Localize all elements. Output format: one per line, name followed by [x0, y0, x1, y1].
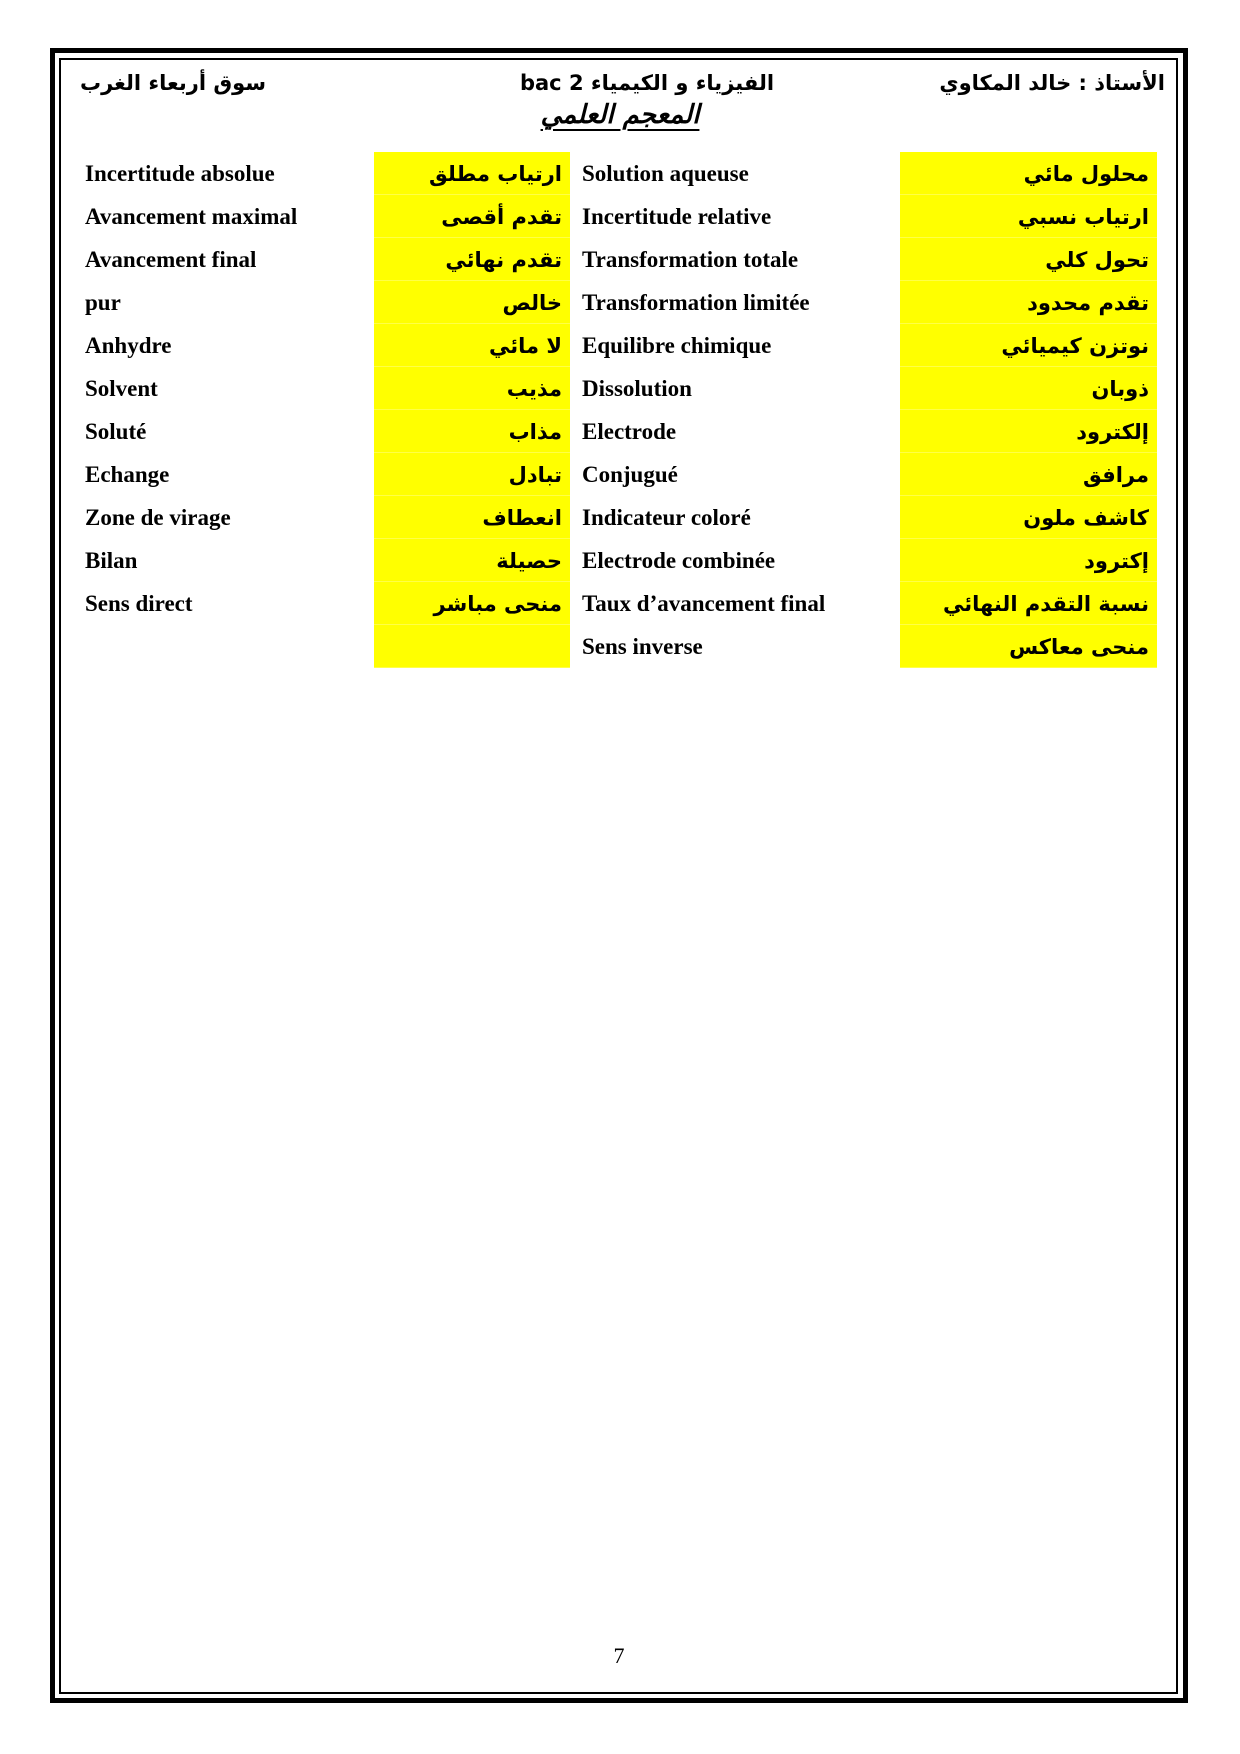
term-french-right: Transformation limitée	[582, 289, 810, 315]
term-arabic-right: نسبة التقدم النهائي	[900, 582, 1157, 625]
term-french-right: Conjugué	[582, 461, 678, 487]
term-arabic-left: منحى مباشر	[374, 582, 570, 625]
term-arabic-right: ذوبان	[900, 367, 1157, 410]
term-french-left: Avancement maximal	[85, 203, 298, 229]
term-arabic-right: كاشف ملون	[900, 496, 1157, 539]
header-teacher-name: الأستاذ : خالد المكاوي	[939, 71, 1165, 95]
term-french-left: Avancement final	[85, 246, 257, 272]
term-french-left: Zone de virage	[85, 504, 231, 530]
column-spacer	[570, 238, 582, 281]
term-french-left: Incertitude absolue	[85, 160, 275, 186]
column-spacer	[570, 152, 582, 195]
page-title: المعجم العلمي	[540, 100, 700, 130]
term-arabic-right: إكترود	[900, 539, 1157, 582]
term-arabic-left: حصيلة	[374, 539, 570, 582]
term-arabic-right: محلول مائي	[900, 152, 1157, 195]
column-spacer	[570, 410, 582, 453]
term-arabic-left: تبادل	[374, 453, 570, 496]
term-french-right: Dissolution	[582, 375, 692, 401]
column-spacer	[570, 453, 582, 496]
term-french-left: Bilan	[85, 547, 138, 573]
term-french-left: Anhydre	[85, 332, 172, 358]
term-french-right: Transformation totale	[582, 246, 799, 272]
term-french-right: Incertitude relative	[582, 203, 772, 229]
term-arabic-right: إلكترود	[900, 410, 1157, 453]
term-arabic-left: تقدم نهائي	[374, 238, 570, 281]
term-arabic-left	[374, 625, 570, 668]
term-french-left: Soluté	[85, 418, 147, 444]
term-french-right: Electrode combinée	[582, 547, 776, 573]
term-arabic-right: ارتياب نسبي	[900, 195, 1157, 238]
term-french-right: Indicateur coloré	[582, 504, 751, 530]
term-arabic-right: منحى معاكس	[900, 625, 1157, 668]
term-french-right: Electrode	[582, 418, 677, 444]
term-arabic-left: ارتياب مطلق	[374, 152, 570, 195]
term-arabic-right: مرافق	[900, 453, 1157, 496]
column-spacer	[570, 195, 582, 238]
term-arabic-left: مذاب	[374, 410, 570, 453]
term-arabic-left: انعطاف	[374, 496, 570, 539]
term-arabic-right: نوتزن كيميائي	[900, 324, 1157, 367]
glossary-table	[85, 152, 1157, 668]
column-spacer	[570, 582, 582, 625]
term-arabic-left: مذيب	[374, 367, 570, 410]
term-french-right: Sens inverse	[582, 633, 703, 659]
term-arabic-right: تحول كلي	[900, 238, 1157, 281]
term-french-left: Sens direct	[85, 590, 193, 616]
term-french-left: Echange	[85, 461, 170, 487]
header-subject-level: الفيزياء و الكيمياء 2 bac	[519, 71, 775, 95]
page-number: 7	[613, 1643, 625, 1668]
column-spacer	[570, 625, 582, 668]
term-french-left: Solvent	[85, 375, 158, 401]
term-french-right: Solution aqueuse	[582, 160, 749, 186]
header-school-name: سوق أربعاء الغرب	[80, 71, 266, 95]
term-arabic-left: خالص	[374, 281, 570, 324]
column-spacer	[570, 539, 582, 582]
term-french-right: Taux d’avancement final	[582, 590, 826, 616]
term-french-left	[85, 625, 374, 668]
column-spacer	[570, 281, 582, 324]
term-french-left: pur	[85, 289, 121, 315]
column-spacer	[570, 367, 582, 410]
column-spacer	[570, 496, 582, 539]
column-spacer	[570, 324, 582, 367]
term-arabic-left: تقدم أقصى	[374, 195, 570, 238]
term-french-right: Equilibre chimique	[582, 332, 772, 358]
term-arabic-left: لا مائي	[374, 324, 570, 367]
term-arabic-right: تقدم محدود	[900, 281, 1157, 324]
